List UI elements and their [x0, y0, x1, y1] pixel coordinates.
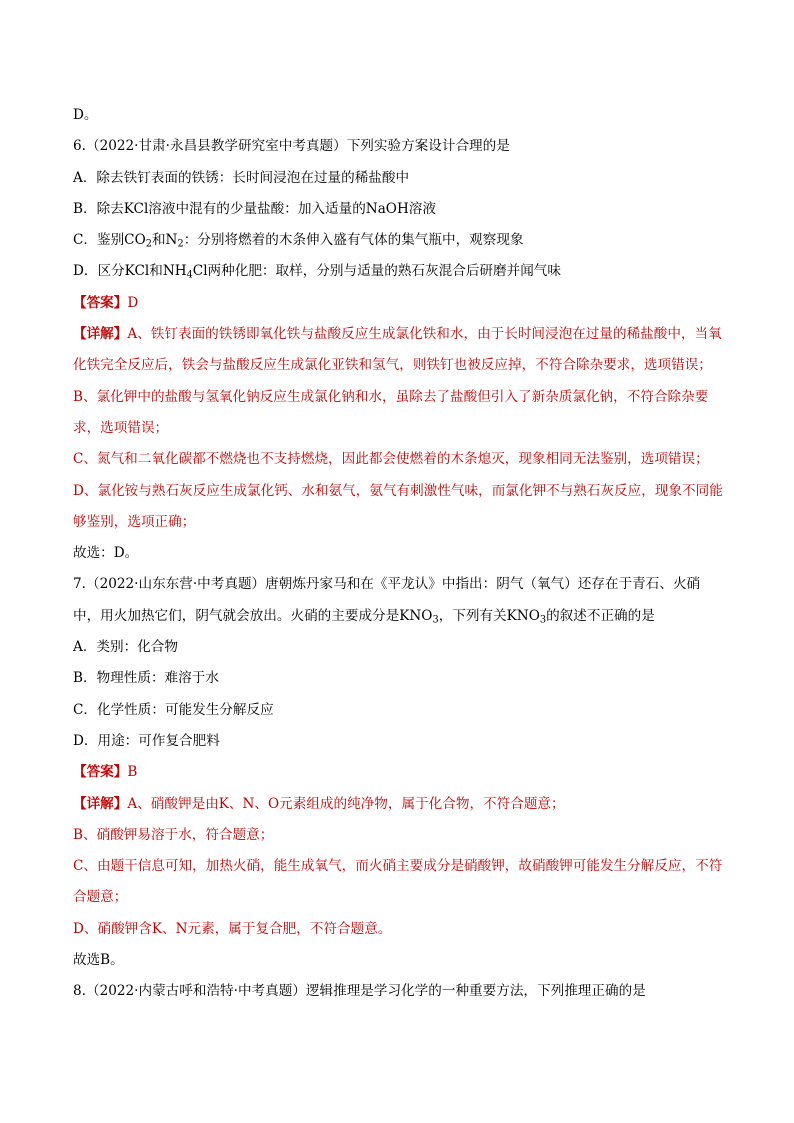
q7-option-c: C．化学性质：可能发生分解反应	[73, 701, 274, 718]
q6-option-c-part1: C．鉴别CO	[73, 232, 146, 249]
q7-stem-sub1: 3	[432, 614, 439, 626]
q6-answer-value: D	[127, 294, 139, 311]
q7-detail-a-text: A、硝酸钾是由K、N、O元素组成的纯净物，属于化合物，不符合题意；	[127, 795, 565, 812]
q7-stem-sub2: 3	[539, 614, 547, 626]
q7-option-b: B．物理性质：难溶于水	[73, 670, 219, 687]
q7-stem-part2: ，下列有关KNO	[438, 607, 540, 624]
q7-detail-b: B、硝酸钾易溶于水，符合题意；	[73, 826, 274, 843]
q7-conclusion: 故选B。	[73, 952, 124, 969]
q7-detail-d: D、硝酸钾含K、N元素，属于复合肥，不符合题意。	[73, 920, 392, 937]
q6-option-a: A．除去铁钉表面的铁锈：长时间浸泡在过量的稀盐酸中	[73, 169, 410, 186]
q6-answer	[73, 288, 723, 319]
q6-option-b: B．除去KCl溶液中混有的少量盐酸：加入适量的NaOH溶液	[73, 200, 436, 217]
q6-option-d	[73, 256, 723, 287]
previous-answer-tail: D。	[73, 107, 98, 123]
q6-detail-c: C、氮气和二氧化碳都不燃烧也不支持燃烧，因此都会使燃着的木条熄灭，现象相同无法鉴别，选项错误；	[73, 451, 709, 468]
q6-option-c-sub2: 2	[177, 238, 184, 250]
q6-detail-label: 【详解】	[73, 326, 128, 343]
q6-detail-a	[73, 319, 723, 382]
q7-detail-label: 【详解】	[73, 795, 128, 812]
q6-option-d-part2: Cl两种化肥：取样，分别与适量的熟石灰混合后研磨并闻气味	[192, 263, 561, 280]
q6-detail-a-text: A、铁钉表面的铁锈即氧化铁与盐酸反应生成氯化铁和水，由于长时间浸泡在过量的稀盐酸中，当氧化铁完全反应后，铁会与盐酸反应生成氯化亚铁和氢气，则铁钉也被反应掉，不符合除杂要求，选项错误；	[73, 326, 722, 374]
document-page	[73, 100, 723, 1008]
q6-detail-d: D、氯化铵与熟石灰反应生成氯化钙、水和氨气，氨气有刺激性气味，而氯化钾不与熟石灰反应，现象不同能够鉴别，选项正确；	[73, 482, 723, 530]
q6-option-c-part2: 和N	[151, 232, 178, 249]
q6-option-d-sub: 4	[186, 269, 193, 281]
q7-option-d: D．用途：可作复合肥料	[73, 732, 220, 749]
q6-option-d-part1: D．区分KCl和NH	[73, 263, 187, 280]
q7-detail-a	[73, 789, 723, 820]
q7-answer	[73, 757, 723, 788]
q6-answer-label: 【答案】	[73, 294, 128, 311]
q7-detail-c: C、由题干信息可知，加热火硝，能生成氧气，而火硝主要成分是硝酸钾，故硝酸钾可能发生分解反应，不符合题意；	[73, 858, 723, 906]
q7-stem	[73, 569, 723, 632]
q7-stem-part3: 的叙述不正确的是	[546, 607, 655, 624]
q6-conclusion: 故选：D。	[73, 545, 139, 562]
q6-option-c	[73, 225, 723, 256]
q6-stem: 6.（2022·甘肃·永昌县教学研究室中考真题）下列实验方案设计合理的是	[73, 138, 510, 155]
q7-answer-value: B	[127, 764, 138, 781]
q7-stem-part1: 7.（2022·山东东营·中考真题）唐朝炼丹家马和在《平龙认》中指出：阴气（氧气）还存在于青石、火硝中，用火加热它们，阴气就会放出。火硝的主要成分是KNO	[73, 576, 701, 624]
q7-option-a: A．类别：化合物	[73, 639, 178, 656]
q6-option-c-part3: ：分别将燃着的木条伸入盛有气体的集气瓶中，观察现象	[183, 232, 524, 249]
q8-stem: 8.（2022·内蒙古呼和浩特·中考真题）逻辑推理是学习化学的一种重要方法，下列推理正确的是	[73, 983, 646, 1000]
q6-option-c-sub1: 2	[145, 238, 152, 250]
q6-detail-b: B、氯化钾中的盐酸与氢氧化钠反应生成氯化钠和水，虽除去了盐酸但引入了新杂质氯化钠，不符合除杂要求，选项错误；	[73, 388, 709, 436]
q7-answer-label: 【答案】	[73, 764, 128, 781]
